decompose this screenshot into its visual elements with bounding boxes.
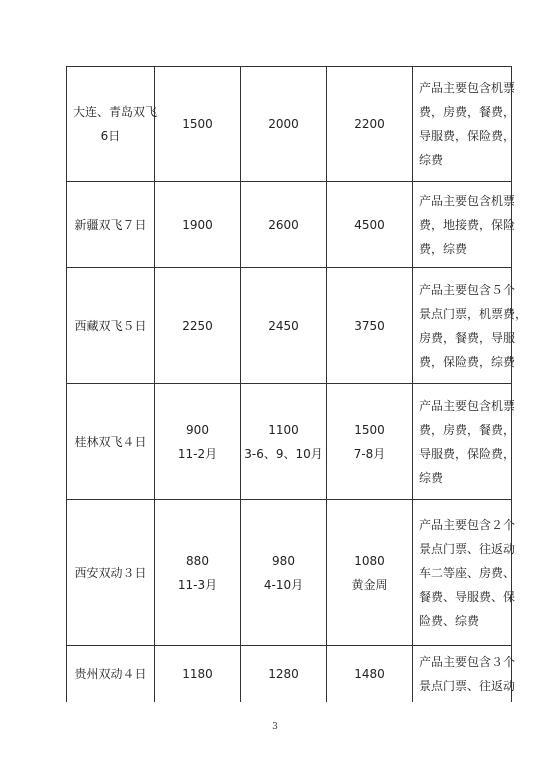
- price-cell: [327, 268, 413, 384]
- price-cell-line: 2250: [182, 318, 213, 333]
- description-cell-line: 景点门票，机票费，: [419, 306, 528, 321]
- price-cell-line: 11-3月: [177, 577, 218, 592]
- table-row: [67, 646, 512, 703]
- description-cell-line: 产品主要包含机票: [419, 81, 516, 95]
- description-cell: [413, 646, 516, 703]
- table-row: [67, 182, 512, 268]
- description-cell-line: 产品主要包含机票: [419, 398, 516, 413]
- description-cell-line: 产品主要包含机票: [419, 193, 516, 208]
- route-cell: [67, 646, 155, 703]
- description-cell: [413, 182, 516, 268]
- route-cell: [67, 268, 155, 384]
- price-cell: [241, 500, 327, 646]
- description-cell-line: 综费: [419, 470, 444, 485]
- price-cell-line: 2200: [354, 117, 385, 131]
- price-cell: [327, 500, 413, 646]
- route-cell: [67, 67, 158, 182]
- price-cell-line: 1080: [354, 553, 385, 568]
- price-cell-line: 黄金周: [351, 577, 388, 592]
- price-cell: [327, 67, 413, 182]
- table-row: [67, 268, 512, 384]
- description-cell-line: 综费: [419, 153, 444, 167]
- description-cell-line: 费，保险费，综费: [419, 354, 516, 369]
- route-cell: [67, 384, 155, 500]
- price-cell: [241, 646, 327, 703]
- price-cell-line: 1500: [182, 117, 213, 131]
- price-cell-line: 7-8月: [353, 446, 386, 461]
- price-cell-line: 1280: [268, 667, 299, 681]
- description-cell: [413, 268, 528, 384]
- description-cell-line: 产品主要包含２个: [419, 517, 516, 532]
- price-cell: [241, 268, 327, 384]
- route-cell-line: 大连、青岛双飞: [73, 105, 158, 119]
- price-cell-line: 4-10月: [263, 577, 304, 592]
- price-cell-line: 1480: [354, 667, 385, 681]
- description-cell: [413, 384, 516, 500]
- price-cell-line: 880: [186, 553, 209, 568]
- table-row: [67, 384, 512, 500]
- description-cell-line: 费，综费: [419, 241, 468, 256]
- description-cell-line: 导服费，保险费，: [419, 446, 516, 461]
- price-cell: [155, 268, 241, 384]
- table-row: [67, 500, 512, 646]
- route-cell-line: 西藏双飞５日: [74, 318, 147, 333]
- price-cell-line: 2450: [268, 318, 299, 333]
- price-cell-line: 11-2月: [177, 446, 218, 461]
- price-cell-line: 1500: [354, 422, 385, 437]
- description-cell-line: 产品主要包含５个: [419, 282, 516, 297]
- price-cell-line: 1100: [268, 422, 299, 437]
- table-body: [67, 67, 528, 703]
- price-cell: [327, 646, 413, 703]
- price-cell: [155, 182, 241, 268]
- price-cell-line: 1180: [182, 667, 213, 681]
- price-cell-line: 2600: [268, 217, 299, 232]
- price-cell-line: 980: [272, 553, 295, 568]
- price-cell: [327, 182, 413, 268]
- price-cell: [155, 67, 241, 182]
- route-cell-line: 6日: [100, 129, 121, 143]
- route-cell-line: 桂林双飞４日: [74, 434, 147, 449]
- route-cell: [67, 182, 155, 268]
- price-cell: [155, 384, 241, 500]
- description-cell-line: 产品主要包含３个: [419, 655, 516, 669]
- price-cell: [241, 182, 327, 268]
- description-cell-line: 餐费、导服费、保: [419, 589, 516, 604]
- route-cell: [67, 500, 155, 646]
- description-cell-line: 险费、综费: [419, 613, 480, 628]
- description-cell-line: 费，房费，餐费，: [419, 105, 516, 119]
- description-cell: [413, 67, 516, 182]
- description-cell-line: 费，地接费，保险: [419, 217, 516, 232]
- price-cell: [241, 67, 327, 182]
- description-cell-line: 房费，餐费，导服: [419, 330, 516, 345]
- tour-price-table: [66, 66, 528, 702]
- price-cell: [155, 500, 241, 646]
- route-cell-line: 贵州双动４日: [74, 667, 147, 681]
- description-cell: [413, 500, 516, 646]
- table-row: [67, 67, 512, 182]
- price-cell-line: 3750: [354, 318, 385, 333]
- description-cell-line: 导服费，保险费，: [419, 129, 516, 143]
- route-cell-line: 西安双动３日: [74, 565, 147, 580]
- price-cell-line: 2000: [268, 117, 299, 131]
- description-cell-line: 车二等座、房费、: [419, 565, 516, 580]
- price-cell: [327, 384, 413, 500]
- description-cell-line: 景点门票、往返动: [419, 679, 516, 693]
- page-number: 3: [272, 722, 278, 732]
- description-cell-line: 费，房费，餐费，: [419, 422, 516, 437]
- description-cell-line: 景点门票、往返动: [419, 541, 516, 556]
- route-cell-line: 新疆双飞７日: [74, 217, 147, 232]
- price-cell: [155, 646, 241, 703]
- price-cell-line: 1900: [182, 217, 213, 232]
- price-cell: [241, 384, 327, 500]
- price-cell-line: 3-6、9、10月: [244, 446, 323, 461]
- price-cell-line: 4500: [354, 217, 385, 232]
- price-cell-line: 900: [186, 422, 209, 437]
